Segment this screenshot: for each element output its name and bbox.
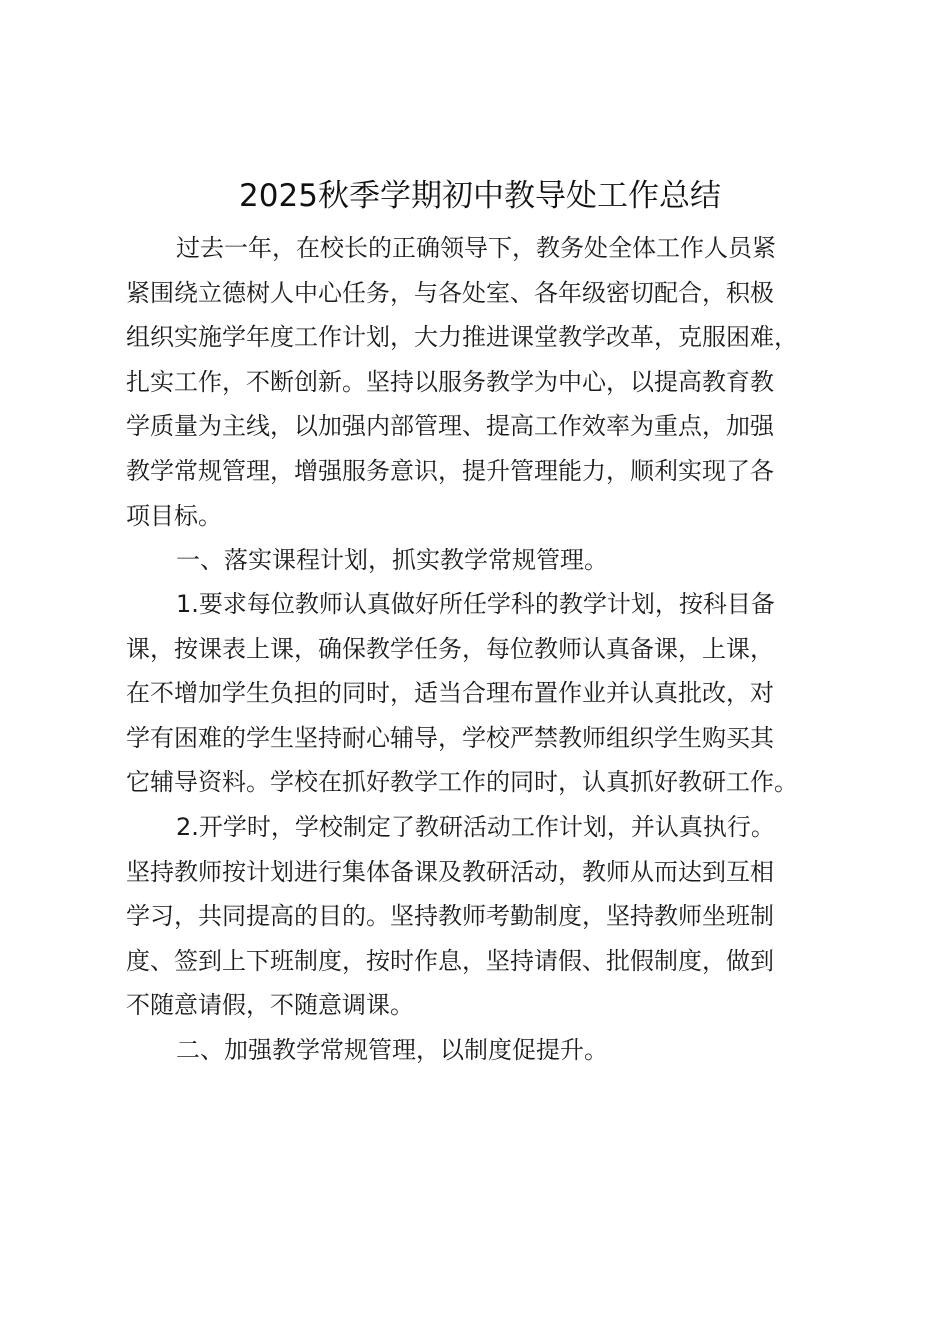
section-heading-text: 二、加强教学常规管理，以制度促提升。 — [176, 1036, 608, 1064]
paragraph-item-2 — [126, 805, 775, 1028]
text-line: 项目标。 — [126, 501, 222, 530]
text-line: 过去一年，在校长的正确领导下，教务处全体工作人员紧 — [176, 234, 776, 262]
paragraph-intro — [126, 226, 798, 538]
section-heading-text: 一、落实课程计划，抓实教学常规管理。 — [176, 546, 608, 574]
section-heading-1 — [126, 538, 608, 583]
text-line: 2.开学时，学校制定了教研活动工作计划，并认真执行。 — [176, 813, 775, 841]
document-title: 2025秋季学期初中教导处工作总结 — [239, 178, 721, 214]
paragraph-item-1 — [126, 582, 798, 805]
text-line: 扎实工作，不断创新。坚持以服务教学为中心，以提高教育教 — [126, 367, 774, 396]
section-heading-2 — [126, 1028, 608, 1073]
text-line: 紧围绕立德树人中心任务，与各处室、各年级密切配合，积极 — [126, 278, 774, 307]
text-line: 学习，共同提高的目的。坚持教师考勤制度，坚持教师坐班制 — [126, 902, 774, 931]
text-line: 在不增加学生负担的同时，适当合理布置作业并认真批改，对 — [126, 679, 774, 708]
text-line: 1.要求每位教师认真做好所任学科的教学计划，按科目备 — [176, 590, 775, 618]
text-line: 学有困难的学生坚持耐心辅导，学校严禁教师组织学生购买其 — [126, 723, 774, 752]
text-line: 课，按课表上课，确保教学任务，每位教师认真备课，上课， — [126, 634, 774, 663]
text-line: 教学常规管理，增强服务意识，提升管理能力，顺利实现了各 — [126, 456, 774, 485]
text-line: 它辅导资料。学校在抓好教学工作的同时，认真抓好教研工作。 — [126, 768, 798, 797]
text-line: 坚持教师按计划进行集体备课及教研活动，教师从而达到互相 — [126, 857, 774, 886]
text-line: 学质量为主线，以加强内部管理、提高工作效率为重点，加强 — [126, 412, 774, 441]
text-line: 不随意请假，不随意调课。 — [126, 991, 414, 1020]
text-line: 组织实施学年度工作计划，大力推进课堂教学改革，克服困难， — [126, 323, 798, 352]
text-line: 度、签到上下班制度，按时作息，坚持请假、批假制度，做到 — [126, 946, 774, 975]
